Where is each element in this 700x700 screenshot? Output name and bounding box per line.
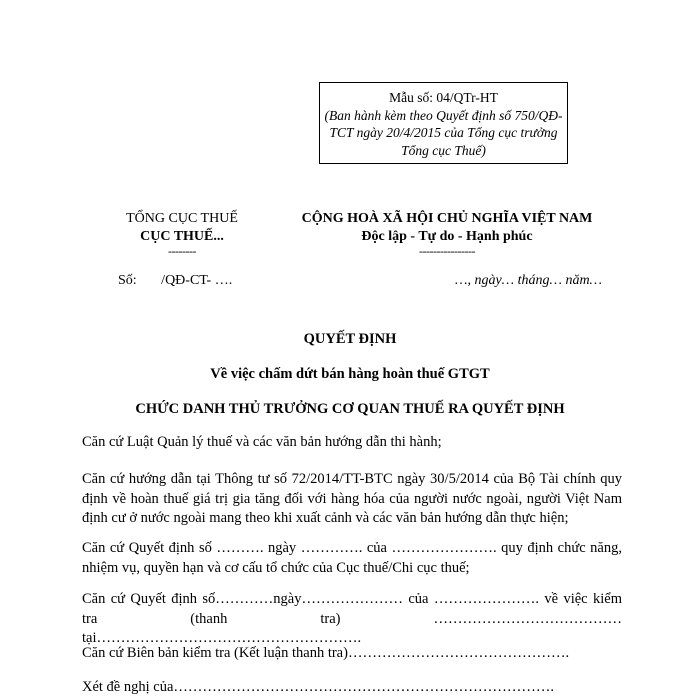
nation-title: CỘNG HOÀ XÃ HỘI CHỦ NGHĨA VIỆT NAM xyxy=(301,211,593,226)
issuing-agency-header xyxy=(92,210,272,256)
decision-number: Số: /QĐ-CT- …. xyxy=(118,273,233,288)
issue-date: …, ngày… tháng… năm… xyxy=(455,273,603,288)
legal-basis-1: Căn cứ Luật Quản lý thuế và các văn bản hướng dẫn thi hành; xyxy=(82,434,442,450)
agency-name: CỤC THUẾ... xyxy=(140,229,224,244)
legal-basis-3: Căn cứ Quyết định số ………. ngày …………. của …………………. quy định chức năng, nhiệm vụ, quyền hạn và cơ cấu tổ chức của Cục thuế/Chi cục thuế; xyxy=(82,540,622,576)
proposal-basis: Xét đề nghị của……………………………………………………………………. xyxy=(82,679,555,695)
national-motto: Độc lập - Tự do - Hạnh phúc xyxy=(361,229,533,244)
form-code: Mẫu số: 04/QTr-HT xyxy=(389,90,498,105)
authority-title: CHỨC DANH THỦ TRƯỞNG CƠ QUAN THUẾ RA QUYẾT ĐỊNH xyxy=(135,401,565,417)
document-title: QUYẾT ĐỊNH xyxy=(303,331,397,347)
agency-divider: -------- xyxy=(168,244,196,258)
national-header xyxy=(282,210,612,256)
form-issuance-note: (Ban hành kèm theo Quyết định số 750/QĐ-TCT ngày 20/4/2015 của Tổng cục trưởng Tổng cục Thuế) xyxy=(324,107,563,158)
document-subject: Về việc chấm dứt bán hàng hoàn thuế GTGT xyxy=(210,366,490,382)
legal-basis-2: Căn cứ hướng dẫn tại Thông tư số 72/2014/TT-BTC ngày 30/5/2014 của Bộ Tài chính quy định về hoàn thuế giá trị gia tăng đối với hàng hóa của người nước ngoài, người Việt Nam định cư ở nước ngoài mang theo khi xuất cảnh và các văn bản hướng dẫn thực hiện; xyxy=(82,471,622,526)
legal-basis-5: Căn cứ Biên bản kiểm tra (Kết luận thanh tra)………………………………………. xyxy=(82,645,570,661)
motto-divider: ---------------- xyxy=(419,244,475,258)
parent-agency: TỔNG CỤC THUẾ xyxy=(126,211,238,226)
form-code-box xyxy=(319,82,568,164)
legal-basis-4: Căn cứ Quyết định số…………ngày………………… của …………………. về việc kiểm tra (thanh tra) ………………………………… tại………………………………………………. xyxy=(82,591,622,646)
